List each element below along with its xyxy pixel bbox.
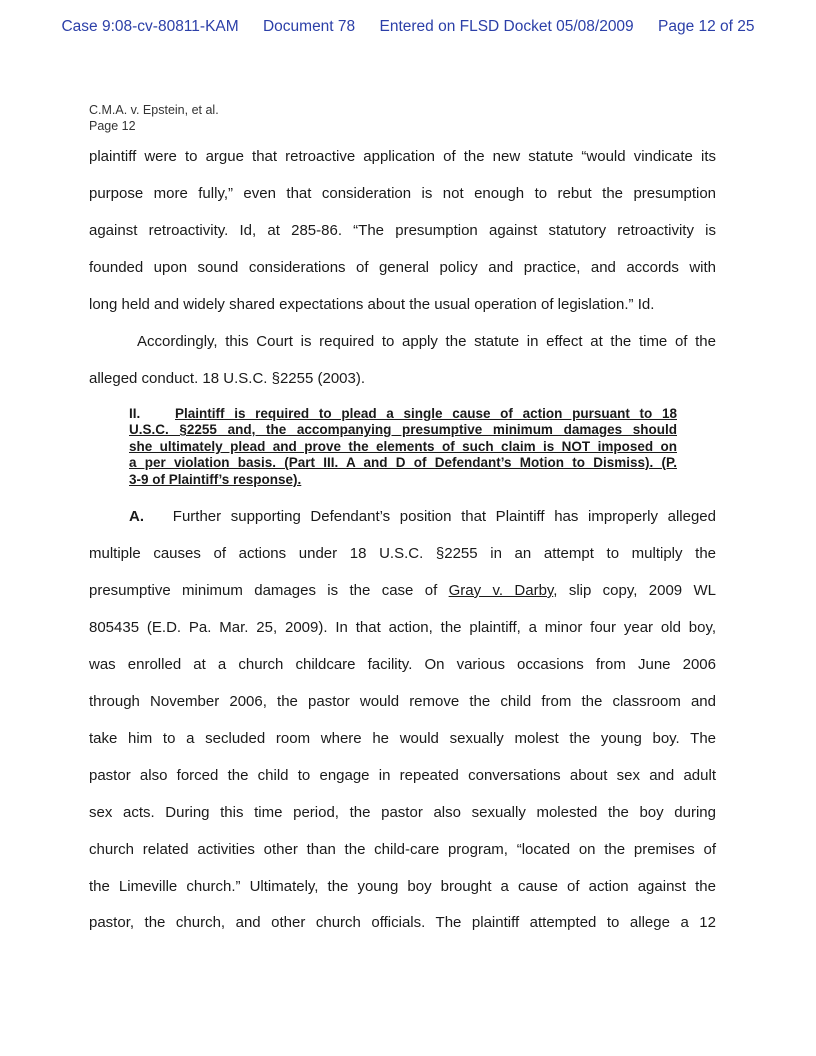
heading-line: Plaintiff is required to plead a single cause of action pursuant to 18 [175,406,677,421]
body-line: church related activities other than the child-care program, “located on the premises of [89,841,716,858]
body-line: against retroactivity. Id, at 285-86. “The presumption against statutory retroactivity is [89,222,716,239]
body-line: was enrolled at a church childcare facility. On various occasions from June 2006 [89,656,716,673]
body-line [129,508,716,526]
heading-line: she ultimately plead and prove the elements of such claim is NOT imposed on [129,439,677,454]
body-line-text: presumptive minimum damages is the case of [89,582,449,599]
case-number: Case 9:08-cv-80811-KAM [61,18,239,35]
body-line: plaintiff were to argue that retroactive application of the new statute “would vindicate its [89,148,716,165]
case-citation: Gray v. Darby [448,582,554,599]
docket-header-stamp [0,18,816,36]
heading-line: U.S.C. §2255 and, the accompanying presumptive minimum damages should [129,422,677,437]
body-line: purpose more fully,” even that consideration is not enough to rebut the presumption [89,185,716,202]
subsection-label: A. [129,508,144,525]
body-line: 805435 (E.D. Pa. Mar. 25, 2009). In that action, the plaintiff, a minor four year old boy, [89,619,716,636]
document-number: Document 78 [262,18,356,35]
body-line: long held and widely shared expectations about the usual operation of legislation.” Id. [89,296,655,313]
heading-line: 3-9 of Plaintiff’s response). [129,472,302,487]
body-line-text: , slip copy, 2009 WL [553,582,717,599]
body-line: alleged conduct. 18 U.S.C. §2255 (2003). [89,370,366,387]
docket-entry-date: Entered on FLSD Docket 05/08/2009 [379,18,634,35]
body-line: multiple causes of actions under 18 U.S.C. §2255 in an attempt to multiply the [89,545,716,562]
body-line: the Limeville church.” Ultimately, the young boy brought a cause of action against the [89,878,716,895]
body-line: Accordingly, this Court is required to apply the statute in effect at the time of the [137,333,716,350]
body-line: sex acts. During this time period, the pastor also sexually molested the boy during [89,804,716,821]
body-line: founded upon sound considerations of general policy and practice, and accords with [89,259,716,276]
caption-page: Page 12 [89,119,136,133]
page-count: Page 12 of 25 [658,18,755,35]
heading-line: a per violation basis. (Part III. A and D of Defendant’s Motion to Dismiss). (P. [129,455,677,470]
body-line: through November 2006, the pastor would remove the child from the classroom and [89,693,716,710]
page-caption [89,102,219,134]
body-line: take him to a secluded room where he would sexually molest the young boy. The [89,730,716,747]
body-line: pastor, the church, and other church officials. The plaintiff attempted to allege a 12 [89,914,716,931]
body-line-text: Further supporting Defendant’s position that Plaintiff has improperly alleged [172,508,716,525]
section-number: II. [129,406,141,421]
caption-title: C.M.A. v. Epstein, et al. [89,103,219,117]
body-line [89,582,716,600]
body-line: pastor also forced the child to engage in repeated conversations about sex and adult [89,767,716,784]
